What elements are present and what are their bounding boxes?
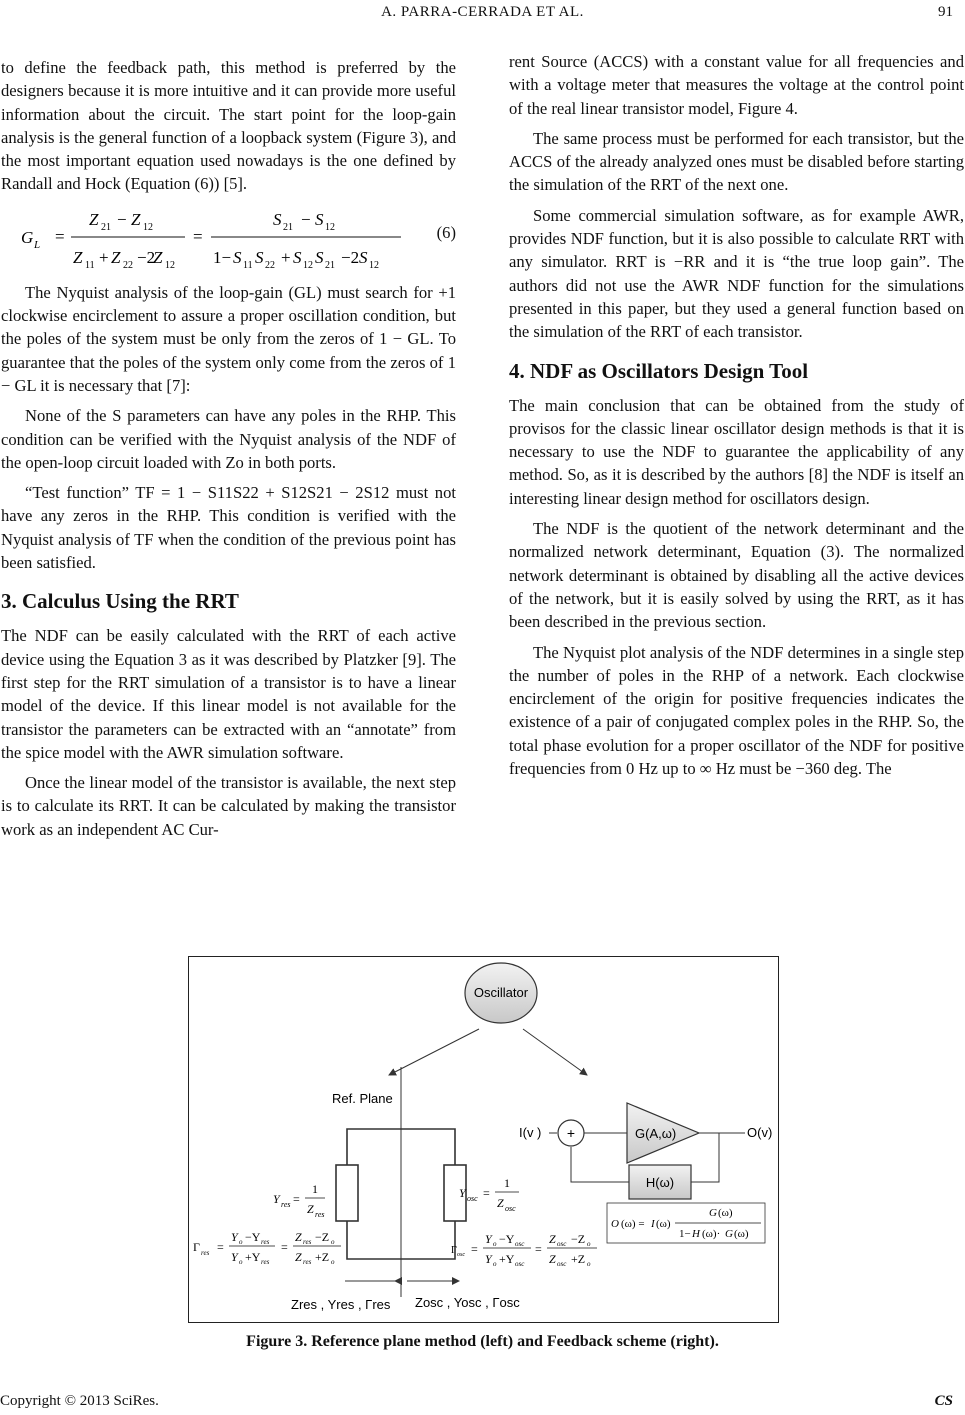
figure-3-diagram [189,957,778,1322]
svg-text:+Y: +Y [245,1250,261,1264]
svg-text:S: S [293,247,302,267]
svg-text:Y: Y [459,1186,466,1200]
svg-text:11: 11 [85,259,95,271]
svg-text:res: res [281,1200,291,1209]
svg-text:Z: Z [153,247,163,267]
svg-text:Z: Z [89,209,99,229]
svg-text:=: = [55,226,65,246]
left-column [1,56,456,848]
svg-text:o: o [239,1238,243,1246]
resonator-element [336,1165,358,1221]
feedback-label: H(ω) [645,1175,675,1190]
left-paragraph-6: Once the linear model of the transistor is available, the next step is to calculate its RRT. It can be calculated by making the transistor work as an independent AC Cur- [1,773,456,839]
svg-text:Z: Z [73,247,83,267]
svg-text:H: H [692,1228,700,1240]
oscillator-label: Oscillator [473,985,529,1000]
svg-text:=: = [193,226,203,246]
svg-text:o: o [587,1260,591,1268]
equation-6-number: (6) [436,222,456,242]
svg-text:o: o [493,1260,497,1268]
left-paragraph-5: The NDF can be easily calculated with the RRT of each active device using the Equation 3 as it was described by Platzker [9]. The first step for the RRT simulation of a transistor is to have a linear model of the device. If this linear model is not available for the transistor the parameters can be extracted with an “annotate” from the spice model with the AWR simulation software. [1,626,456,762]
svg-text:−Y: −Y [499,1232,515,1246]
equation-6-formula [19,203,419,271]
svg-text:21: 21 [283,221,293,233]
svg-text:Y: Y [231,1250,238,1264]
svg-text:L: L [34,238,41,251]
svg-text:−Z: −Z [571,1232,586,1246]
svg-text:G: G [21,227,34,247]
journal-abbrev: CS [934,1393,953,1409]
svg-text:1: 1 [312,1182,318,1196]
svg-text:osc: osc [467,1194,478,1203]
svg-text:+Z: +Z [571,1252,586,1266]
svg-text:Y: Y [273,1192,280,1206]
svg-text:Y: Y [231,1230,238,1244]
svg-text:=: = [281,1240,288,1254]
osc-impedance-label: Zosc , Yosc , Γosc [415,1295,520,1310]
right-column [509,50,964,787]
gain-label: G(A,ω) [635,1126,677,1141]
svg-text:1−: 1− [213,247,232,267]
left-paragraph-1: to define the feedback path, this method is preferred by the designers because it is more intuitive and it can provide more useful information about the circuit. The start point for the loop-gain analysis is the general function of a loopback system (Figure 3), and the most important equation used nowadays is the one defined by Randall and Hock (Equation (6)) [5]. [1,58,456,194]
svg-text:I: I [651,1218,655,1230]
svg-text:21: 21 [101,221,111,233]
figure-caption: Figure 3. Reference plane method (left) and Feedback scheme (right). [246,1333,719,1350]
equation-6 [1,203,456,271]
svg-text:22: 22 [123,259,133,271]
svg-text:osc: osc [557,1260,567,1268]
svg-text:Z: Z [497,1196,504,1210]
running-header [0,4,965,24]
svg-text:S: S [273,209,282,229]
svg-text:+: + [281,247,291,267]
left-paragraph-2: The Nyquist analysis of the loop-gain (GL) must search for +1 clockwise encirclement to assure a proper oscillation condition, but the poles of the system must be only from the zeros of 1 − GL. To guarantee that the poles of the system only come from the zeros of 1 − GL it is necessary that [7]: [1,282,456,395]
svg-text:Z: Z [307,1202,314,1216]
svg-text:Z: Z [111,247,121,267]
ref-plane-label: Ref. Plane [332,1091,393,1106]
section-4-heading: 4. NDF as Oscillators Design Tool [509,358,809,383]
svg-text:22: 22 [265,259,275,271]
svg-text:−: − [301,209,311,229]
input-label: I(v ) [519,1125,542,1140]
left-paragraph-4: “Test function” TF = 1 − S11S22 + S12S21 − 2S12 must not have any zeros in the RHP. This condition is verified with the Nyquist analysis of TF when the condition of the previous point has been satisfied. [1,483,456,573]
res-impedance-label: Zres , Yres , Γres [291,1297,391,1312]
svg-text:o: o [239,1258,243,1266]
svg-text:res: res [261,1258,270,1266]
right-paragraph-3: Some commercial simulation software, as for example AWR, provides NDF function, but it is also possible to calculate RRT with any simulator. RRT is −RR and it is “the true loop gain”. The authors did not use the AWR NDF function for the simulations presented in this paper, but they used a general function based on the simulation of the RRT of each transistor. [509,205,964,342]
svg-text:S: S [359,247,368,267]
svg-text:=: = [293,1192,300,1206]
svg-text:res: res [261,1238,270,1246]
left-paragraph-3: None of the S parameters can have any poles in the RHP. This condition can be verified with the Nyquist analysis of the NDF of the open-loop circuit loaded with Zo in both ports. [1,406,456,472]
svg-text:osc: osc [457,1252,465,1258]
right-paragraph-5: The NDF is the quotient of the network determinant and the normalized network determinant, Equation (3). The normalized network determinant is obtained by disabling all the active devices of the network, but it is easily solved by using the RRT, as it has been described in the previous section. [509,519,964,632]
svg-text:11: 11 [243,259,253,271]
page-number: 91 [938,4,953,20]
running-title: A. PARRA-CERRADA ET AL. [381,4,584,20]
svg-text:=: = [471,1242,478,1256]
svg-text:1: 1 [504,1176,510,1190]
svg-text:o: o [331,1258,335,1266]
svg-text:=: = [217,1240,224,1254]
svg-text:S: S [233,247,242,267]
right-paragraph-2: The same process must be performed for each transistor, but the ACCS of the already analyzed ones must be disabled before starting the simulation of the RRT of the next one. [509,128,964,195]
svg-text:(ω): (ω) [656,1218,671,1230]
svg-text:12: 12 [143,221,153,233]
right-paragraph-1: rent Source (ACCS) with a constant value for all frequencies and with a voltage meter that measures the voltage at the control point of the real linear transistor model, Figure 4. [509,52,964,118]
svg-text:S: S [255,247,264,267]
svg-text:res: res [303,1238,312,1246]
output-label: O(v) [747,1125,773,1140]
right-paragraph-6: The Nyquist plot analysis of the NDF determines in a single step the number of poles in the RHP of a network. Each clockwise encirclement of the origin for positive frequencies indicates the existence of a pair of conjugated complex poles in the RHP. So, the total phase evolution for a proper oscillator of the NDF for positive frequencies from 0 Hz up to ∞ Hz must be −360 deg. The [509,642,964,779]
svg-text:G: G [709,1207,717,1219]
svg-text:−Y: −Y [245,1230,261,1244]
svg-text:S: S [315,209,324,229]
svg-text:Z: Z [549,1252,556,1266]
svg-text:12: 12 [303,259,313,271]
copyright: Copyright © 2013 SciRes. [0,1393,159,1409]
svg-text:Z: Z [549,1232,556,1246]
svg-text:G: G [725,1228,733,1240]
svg-text:Z: Z [131,209,141,229]
svg-text:res: res [201,1249,210,1257]
svg-text:osc: osc [515,1240,525,1248]
svg-text:−Z: −Z [315,1230,330,1244]
svg-text:Y: Y [485,1252,492,1266]
svg-text:12: 12 [325,221,335,233]
svg-text:res: res [303,1258,312,1266]
svg-text:−2: −2 [341,247,360,267]
svg-text:=: = [483,1186,490,1200]
svg-text:o: o [587,1240,591,1248]
svg-text:(ω)·: (ω)· [702,1228,721,1240]
svg-text:o: o [493,1240,497,1248]
svg-text:(ω) =: (ω) = [621,1218,645,1230]
svg-text:1−: 1− [679,1228,691,1240]
svg-text:=: = [535,1242,542,1256]
svg-text:Z: Z [295,1250,302,1264]
svg-text:Γ: Γ [451,1245,457,1256]
svg-text:osc: osc [557,1240,567,1248]
svg-text:21: 21 [325,259,335,271]
summing-plus: + [566,1125,576,1141]
svg-text:−: − [117,209,127,229]
svg-text:+Y: +Y [499,1252,515,1266]
svg-text:+Z: +Z [315,1250,330,1264]
svg-text:S: S [315,247,324,267]
svg-text:Γ: Γ [193,1240,200,1254]
figure-3 [188,956,779,1323]
svg-text:12: 12 [369,259,379,271]
section-3-heading: 3. Calculus Using the RRT [1,589,239,614]
right-paragraph-4: The main conclusion that can be obtained from the study of provisos for the classic linear oscillator design methods is that it is necessary to use the NDF to guarantee the applicability of any method. So, as it is described by the authors [8] the NDF is itself an interesting linear design method for oscillators design. [509,395,964,508]
svg-text:Y: Y [485,1232,492,1246]
svg-text:−2: −2 [137,247,156,267]
svg-text:12: 12 [165,259,175,271]
svg-text:+: + [99,247,109,267]
svg-text:O: O [611,1218,619,1230]
svg-text:o: o [331,1238,335,1246]
svg-text:(ω): (ω) [734,1228,749,1240]
svg-text:res: res [315,1210,325,1219]
svg-text:osc: osc [515,1260,525,1268]
svg-text:(ω): (ω) [718,1207,733,1219]
svg-text:Z: Z [295,1230,302,1244]
svg-text:osc: osc [505,1204,516,1213]
